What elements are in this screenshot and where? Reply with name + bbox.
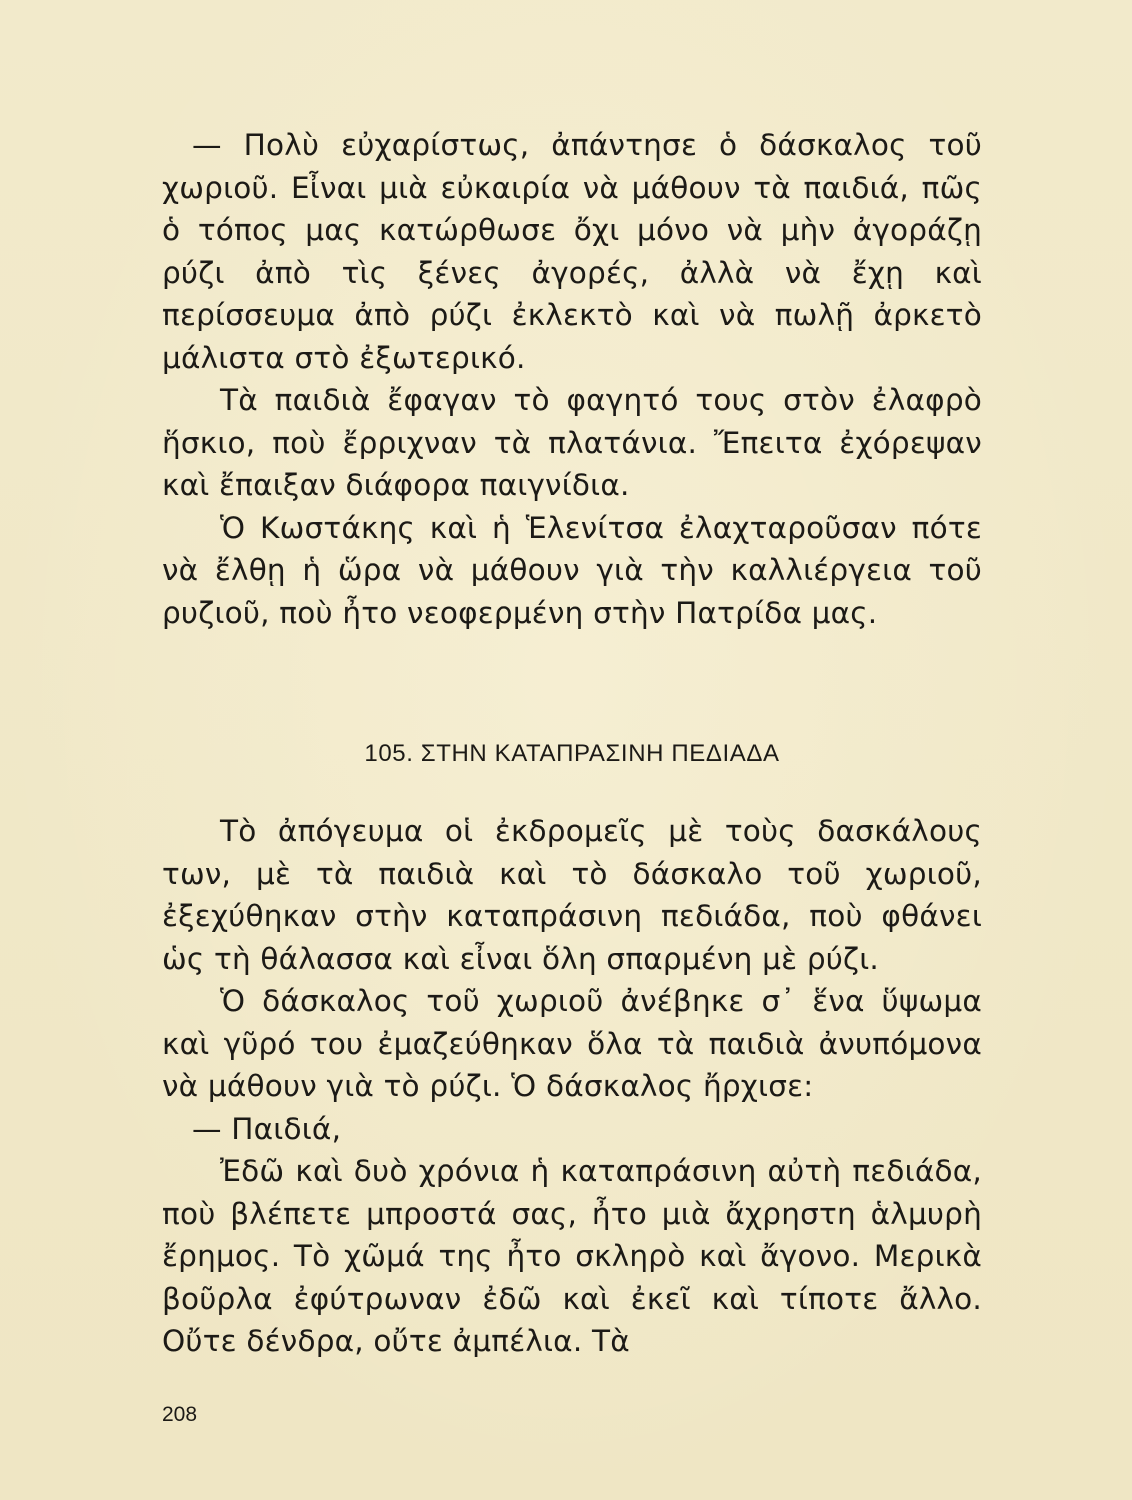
paragraph-children-address: — Παιδιά, [192, 1111, 342, 1146]
paragraph-teacher-hill: Ὁ δάσκαλος τοῦ χωριοῦ ἀνέβηκε σ᾽ ἕνα ὕψωμα καὶ γῦρό του ἐμαζεύθηκαν ὅλα τὰ παιδιὰ ἀνυπόμονα νὰ μάθουν γιὰ τὸ ρύζι. Ὁ δάσκαλος ἤρχισε: [162, 984, 982, 1103]
text-section-top [162, 124, 982, 634]
text-section-bottom [162, 810, 982, 1363]
page-number: 208 [162, 1403, 198, 1426]
paragraph-children-lunch: Τὰ παιδιὰ ἔφαγαν τὸ φαγητό τους στὸν ἐλαφρὸ ἥσκιο, ποὺ ἔρριχναν τὰ πλατάνια. Ἔπειτα ἐχόρεψαν καὶ ἔπαιξαν διάφορα παιγνίδια. [162, 383, 982, 502]
paragraph-teacher-reply: — Πολὺ εὐχαρίστως, ἀπάντησε ὁ δάσκαλος τοῦ χωριοῦ. Εἶναι μιὰ εὐκαιρία νὰ μάθουν τὰ παιδιά, πῶς ὁ τόπος μας κατώρθωσε ὄχι μόνο νὰ μὴν ἀγοράζῃ ρύζι ἀπὸ τὶς ξένες ἀγορές, ἀλλὰ νὰ ἔχῃ καὶ περίσσευμα ἀπὸ ρύζι ἐκλεκτὸ καὶ νὰ πωλῇ ἀρκετὸ μάλιστα στὸ ἐξωτερικό. [162, 128, 982, 375]
chapter-heading: 105. ΣΤΗΝ ΚΑΤΑΠΡΑΣΙΝΗ ΠΕΔΙΑΔΑ [364, 740, 780, 767]
paragraph-kostakis-elenitsa: Ὁ Κωστάκης καὶ ἡ Ἑλενίτσα ἐλαχταροῦσαν πότε νὰ ἔλθῃ ἡ ὥρα νὰ μάθουν γιὰ τὴν καλλιέργεια τοῦ ρυζιοῦ, ποὺ ἦτο νεοφερμένη στὴν Πατρίδα μας. [162, 510, 982, 630]
paragraph-desert-description: Ἐδῶ καὶ δυὸ χρόνια ἡ καταπράσινη αὐτὴ πεδιάδα, ποὺ βλέπετε μπροστά σας, ἦτο μιὰ ἄχρηστη ἁλμυρὴ ἔρημος. Τὸ χῶμά της ἦτο σκληρὸ καὶ ἄγονο. Μερικὰ βοῦρλα ἐφύτρωναν ἐδῶ καὶ ἐκεῖ καὶ τίποτε ἄλλο. Οὔτε δένδρα, οὔτε ἀμπέλια. Τὰ [162, 1154, 982, 1358]
paragraph-afternoon-plain: Τὸ ἀπόγευμα οἱ ἐκδρομεῖς μὲ τοὺς δασκάλους των, μὲ τὰ παιδιὰ καὶ τὸ δάσκαλο τοῦ χωριοῦ, ἐξεχύθηκαν στὴν καταπράσινη πεδιάδα, ποὺ φθάνει ὡς τὴ θάλασσα καὶ εἶναι ὅλη σπαρμένη μὲ ρύζι. [162, 814, 982, 976]
